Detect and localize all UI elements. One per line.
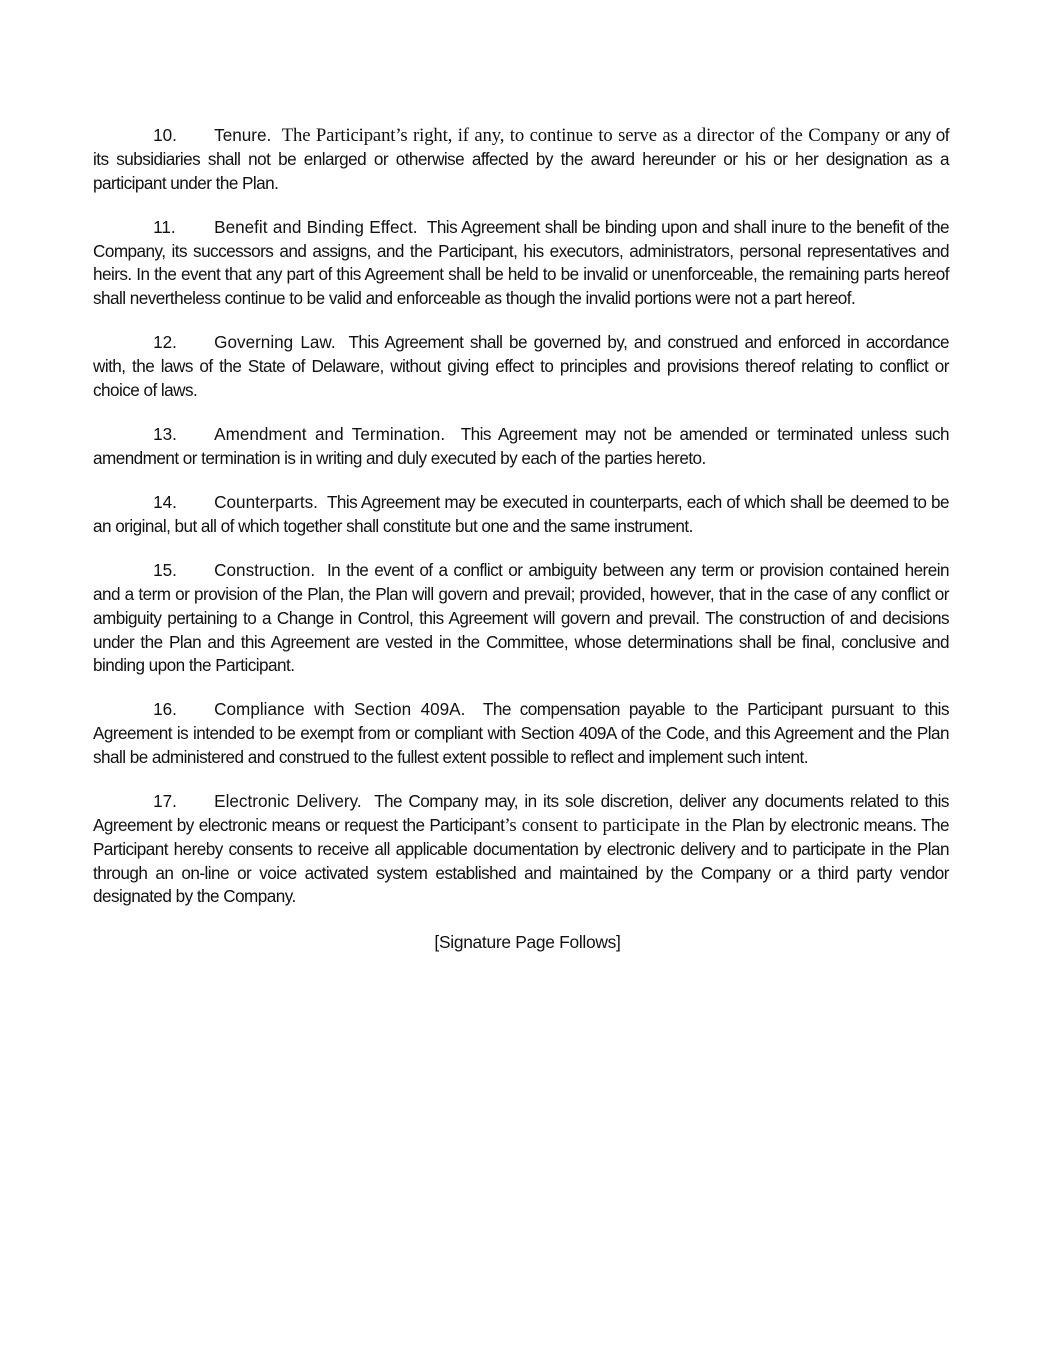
section-number: 15. <box>153 560 177 581</box>
section-body-serif: ’s consent to participate in the <box>504 815 727 837</box>
section-heading: Construction. <box>214 560 316 581</box>
section-body: or any of its subsidiaries shall not be enlarged or otherwise affected by the award hereunder or his or her designation as a participant under the Plan. <box>93 125 949 193</box>
section-11-benefit-and-binding-effect <box>93 216 949 311</box>
signature-page-note: [Signature Page Follows] <box>434 931 621 952</box>
section-heading: Electronic Delivery. <box>214 791 362 812</box>
section-17-electronic-delivery <box>93 790 949 909</box>
section-body: This Agreement may not be amended or terminated unless such amendment or termination is in writing and duly executed by each of the parties hereto. <box>93 424 949 468</box>
section-body: In the event of a conflict or ambiguity between any term or provision contained herein and a term or provision of the Plan, the Plan will govern and prevail; provided, however, that in the case of any conflict or ambiguity pertaining to a Change in Control, this Agreement will govern and prevail. The construction of and decisions under the Plan and this Agreement are vested in the Committee, whose determinations shall be final, conclusive and binding upon the Participant. <box>93 560 949 676</box>
section-number: 14. <box>153 492 177 513</box>
section-heading: Benefit and Binding Effect. <box>214 216 418 237</box>
section-13-amendment-and-termination <box>93 423 949 471</box>
section-number: 17. <box>153 791 177 812</box>
section-body: Plan by electronic means. The Participant hereby consents to receive all applicable documentation by electronic delivery and to participate in the Plan through an on-line or voice activated system established and maintained by the Company or a third party vendor designated by the Company. <box>93 815 949 907</box>
section-number: 11. <box>153 216 176 237</box>
section-heading: Compliance with Section 409A. <box>214 699 466 720</box>
section-body: The compensation payable to the Participant pursuant to this Agreement is intended to be exempt from or compliant with Section 409A of the Code, and this Agreement and the Plan shall be administered and construed to the fullest extent possible to reflect and implement such intent. <box>93 699 949 768</box>
section-heading: Counterparts. <box>214 492 318 513</box>
section-number: 16. <box>153 699 177 720</box>
section-15-construction <box>93 559 949 678</box>
section-number: 10. <box>153 125 177 145</box>
section-12-governing-law <box>93 331 949 402</box>
section-10-tenure <box>93 124 949 195</box>
section-heading: Governing Law. <box>214 332 336 353</box>
section-heading: Amendment and Termination. <box>214 424 446 445</box>
section-body: This Agreement shall be governed by, and construed and enforced in accordance with, the laws of the State of Delaware, without giving effect to principles and provisions thereof relating to conflict or choice of laws. <box>93 332 949 400</box>
section-number: 12. <box>153 332 177 353</box>
section-body: This Agreement may be executed in counterparts, each of which shall be deemed to be an original, but all of which together shall constitute but one and the same instrument. <box>93 492 949 536</box>
section-14-counterparts <box>93 491 949 539</box>
document-page <box>93 124 962 971</box>
section-number: 13. <box>153 424 177 445</box>
section-body: This Agreement shall be binding upon and shall inure to the benefit of the Company, its successors and assigns, and the Participant, his executors, administrators, personal representatives and heirs. In the event that any part of this Agreement shall be held to be invalid or unenforceable, the remaining parts hereof shall nevertheless continue to be valid and enforceable as though the invalid portions were not a part hereof. <box>93 216 949 309</box>
section-heading: Tenure. <box>214 125 272 145</box>
section-body-serif: The Participant’s right, if any, to continue to serve as a director of the Company <box>281 125 880 146</box>
section-16-compliance-409a <box>93 698 949 769</box>
section-body: The Company may, in its sole discretion, deliver any documents related to this Agreement by electronic means or request the Participant <box>93 791 949 836</box>
